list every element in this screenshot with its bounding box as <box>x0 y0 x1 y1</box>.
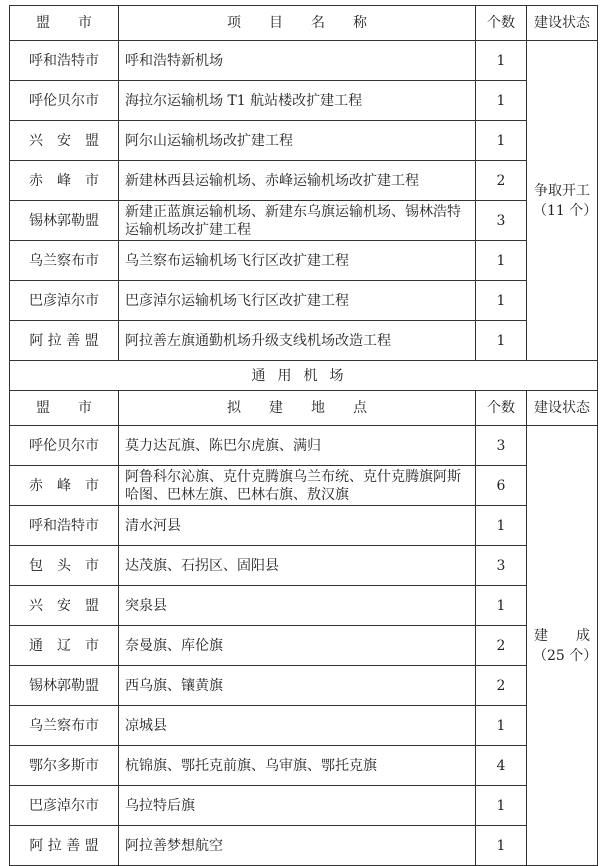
city-cell: 兴 安 盟 <box>10 121 119 161</box>
count-cell: 2 <box>476 161 527 201</box>
table-row <box>10 506 598 546</box>
count-cell: 1 <box>476 321 527 361</box>
table-row <box>10 281 598 321</box>
place-cell: 莫力达瓦旗、陈巴尔虎旗、满归 <box>119 426 476 466</box>
place-cell: 凉城县 <box>119 706 476 746</box>
city-cell: 兴 安 盟 <box>10 586 119 626</box>
status-count: （25 个） <box>533 647 598 664</box>
table-row <box>10 626 598 666</box>
place-cell: 杭锦旗、鄂托克前旗、乌审旗、鄂托克旗 <box>119 746 476 786</box>
city-cell: 锡林郭勒盟 <box>10 201 119 241</box>
status-count: （11 个） <box>533 202 598 219</box>
count-cell: 4 <box>476 746 527 786</box>
table-row <box>10 321 598 361</box>
count-cell: 1 <box>476 786 527 826</box>
city-cell: 呼和浩特市 <box>10 506 119 546</box>
city-cell: 乌兰察布市 <box>10 706 119 746</box>
count-cell: 3 <box>476 546 527 586</box>
status-cell-section1 <box>527 41 598 361</box>
project-cell: 新建正蓝旗运输机场、新建东乌旗运输机场、锡林浩特运输机场改扩建工程 <box>119 201 476 241</box>
place-cell: 西乌旗、镶黄旗 <box>119 666 476 706</box>
section-title-row <box>10 361 598 391</box>
count-cell: 1 <box>476 121 527 161</box>
table-row <box>10 666 598 706</box>
city-cell: 呼和浩特市 <box>10 41 119 81</box>
project-cell: 新建林西县运输机场、赤峰运输机场改扩建工程 <box>119 161 476 201</box>
count-cell: 1 <box>476 41 527 81</box>
city-cell: 锡林郭勒盟 <box>10 666 119 706</box>
table-row <box>10 746 598 786</box>
project-cell: 海拉尔运输机场 T1 航站楼改扩建工程 <box>119 81 476 121</box>
city-cell: 呼伦贝尔市 <box>10 81 119 121</box>
city-cell: 通 辽 市 <box>10 626 119 666</box>
city-cell: 呼伦贝尔市 <box>10 426 119 466</box>
place-cell: 奈曼旗、库伦旗 <box>119 626 476 666</box>
col-header-city: 盟 市 <box>10 391 119 426</box>
table-row <box>10 121 598 161</box>
count-cell: 3 <box>476 201 527 241</box>
count-cell: 1 <box>476 281 527 321</box>
table-row <box>10 81 598 121</box>
count-cell: 1 <box>476 706 527 746</box>
city-cell: 赤 峰 市 <box>10 466 119 506</box>
city-cell: 阿 拉 善 盟 <box>10 321 119 361</box>
place-cell: 突泉县 <box>119 586 476 626</box>
table-row <box>10 786 598 826</box>
count-cell: 1 <box>476 586 527 626</box>
status-label: 争取开工 <box>534 182 590 199</box>
table-row <box>10 546 598 586</box>
city-cell: 乌兰察布市 <box>10 241 119 281</box>
count-cell: 2 <box>476 666 527 706</box>
col-header-status: 建设状态 <box>527 6 598 41</box>
project-cell: 阿尔山运输机场改扩建工程 <box>119 121 476 161</box>
project-cell: 巴彦淖尔运输机场飞行区改扩建工程 <box>119 281 476 321</box>
table-row <box>10 201 598 241</box>
count-cell: 1 <box>476 506 527 546</box>
project-cell: 乌兰察布运输机场飞行区改扩建工程 <box>119 241 476 281</box>
table-row <box>10 426 598 466</box>
city-cell: 巴彦淖尔市 <box>10 281 119 321</box>
city-cell: 鄂尔多斯市 <box>10 746 119 786</box>
place-cell: 阿鲁科尔沁旗、克什克腾旗乌兰布统、克什克腾旗阿斯哈图、巴林左旗、巴林右旗、敖汉旗 <box>119 466 476 506</box>
col-header-project: 项 目 名 称 <box>119 6 476 41</box>
city-cell: 阿 拉 善 盟 <box>10 826 119 866</box>
table-row <box>10 706 598 746</box>
header-row-2 <box>10 391 598 426</box>
count-cell: 3 <box>476 426 527 466</box>
city-cell: 巴彦淖尔市 <box>10 786 119 826</box>
city-cell: 包 头 市 <box>10 546 119 586</box>
count-cell: 2 <box>476 626 527 666</box>
place-cell: 达茂旗、石拐区、固阳县 <box>119 546 476 586</box>
col-header-status: 建设状态 <box>527 391 598 426</box>
table-row <box>10 826 598 866</box>
table-row <box>10 241 598 281</box>
count-cell: 1 <box>476 81 527 121</box>
section-title: 通用机场 <box>10 361 598 391</box>
count-cell: 1 <box>476 241 527 281</box>
place-cell: 乌拉特后旗 <box>119 786 476 826</box>
place-cell: 阿拉善梦想航空 <box>119 826 476 866</box>
table-row <box>10 466 598 506</box>
count-cell: 6 <box>476 466 527 506</box>
table-row <box>10 586 598 626</box>
status-label: 建 成 <box>534 627 590 644</box>
airport-table <box>9 5 598 866</box>
place-cell: 清水河县 <box>119 506 476 546</box>
col-header-count: 个数 <box>476 391 527 426</box>
status-cell-section2 <box>527 426 598 866</box>
table-row <box>10 41 598 81</box>
table-row <box>10 161 598 201</box>
count-cell: 1 <box>476 826 527 866</box>
col-header-count: 个数 <box>476 6 527 41</box>
project-cell: 阿拉善左旗通勤机场升级支线机场改造工程 <box>119 321 476 361</box>
col-header-place: 拟 建 地 点 <box>119 391 476 426</box>
project-cell: 呼和浩特新机场 <box>119 41 476 81</box>
city-cell: 赤 峰 市 <box>10 161 119 201</box>
col-header-city: 盟 市 <box>10 6 119 41</box>
header-row-1 <box>10 6 598 41</box>
